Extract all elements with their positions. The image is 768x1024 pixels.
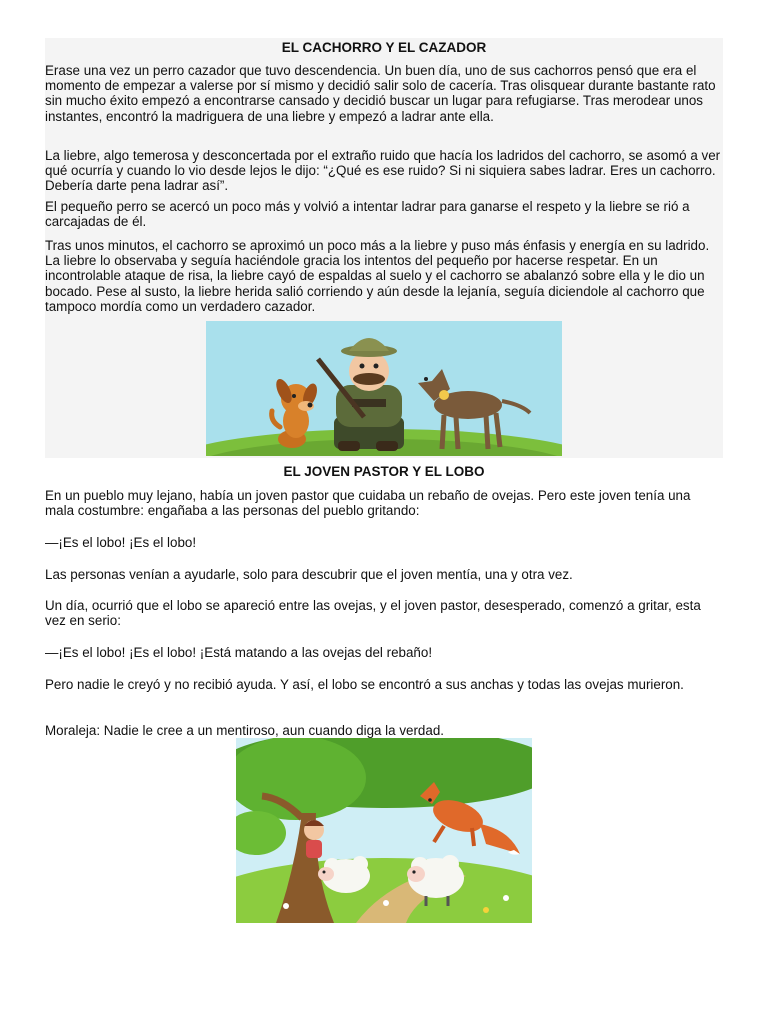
story2-paragraph-4: Un día, ocurrió que el lobo se apareció entre las ovejas, y el joven pastor, desesperado, comenzó a gritar, esta vez en serio: xyxy=(45,598,701,629)
story1-paragraph-2: La liebre, algo temerosa y desconcertada por el extraño ruido que hacía los ladridos del cachorro, se asomó a ver qué ocurría y cuando lo vio desde lejos le dijo: “¿Qué es ese ruido? Si ni siquiera sabes ladrar. Eres un cachorro. Debería darte pena ladrar así”. xyxy=(45,148,721,194)
story-title-cachorro: EL CACHORRO Y EL CAZADOR xyxy=(281,40,487,55)
story2-paragraph-1: En un pueblo muy lejano, había un joven pastor que cuidaba un rebaño de ovejas. Pero este joven tenía una mala costumbre: engañaba a las personas del pueblo gritando: xyxy=(45,488,691,519)
story-title-pastor: EL JOVEN PASTOR Y EL LOBO xyxy=(283,464,485,479)
hunter-dogs-illustration xyxy=(206,321,562,456)
story1-paragraph-4: Tras unos minutos, el cachorro se aproximó un poco más a la liebre y puso más énfasis y energía en su ladrido. La liebre lo observaba y seguía haciéndole gracia los intentos del pequeño por hacerse respetar. En un incontrolable ataque de risa, la liebre cayó de espaldas al suelo y el cachorro se abalanzó sobre ella y le dio un bocado. Pese al susto, la liebre herida salió corriendo y aún desde la lejanía, seguía diciendole al cachorro que tampoco mordía como un verdadero cazador. xyxy=(45,238,710,314)
shepherd-wolf-illustration xyxy=(236,738,532,923)
story2-paragraph-6: Pero nadie le creyó y no recibió ayuda. Y así, el lobo se encontró a sus anchas y todas las ovejas murieron. xyxy=(45,677,684,692)
story2-paragraph-3: Las personas venían a ayudarle, solo para descubrir que el joven mentía, una y otra vez. xyxy=(45,567,573,582)
story1-paragraph-3: El pequeño perro se acercó un poco más y volvió a intentar ladrar para ganarse el respeto y la liebre se rió a carcajadas de él. xyxy=(45,199,690,230)
story2-paragraph-7: Moraleja: Nadie le cree a un mentiroso, aun cuando diga la verdad. xyxy=(45,723,444,738)
story1-paragraph-1: Erase una vez un perro cazador que tuvo descendencia. Un buen día, uno de sus cachorros pensó que era el momento de empezar a valerse por sí mismo y decidió salir solo de cacería. Tras olisquear durante bastante rato sin mucho éxito empezó a encontrarse cansado y decidió buscar un lugar para refugiarse. Tras merodear unos instantes, encontró la madriguera de una liebre y empezó a ladrar ante ella. xyxy=(45,63,716,124)
story2-paragraph-2: —¡Es el lobo! ¡Es el lobo! xyxy=(45,535,197,550)
story2-paragraph-5: —¡Es el lobo! ¡Es el lobo! ¡Está matando a las ovejas del rebaño! xyxy=(45,645,433,660)
